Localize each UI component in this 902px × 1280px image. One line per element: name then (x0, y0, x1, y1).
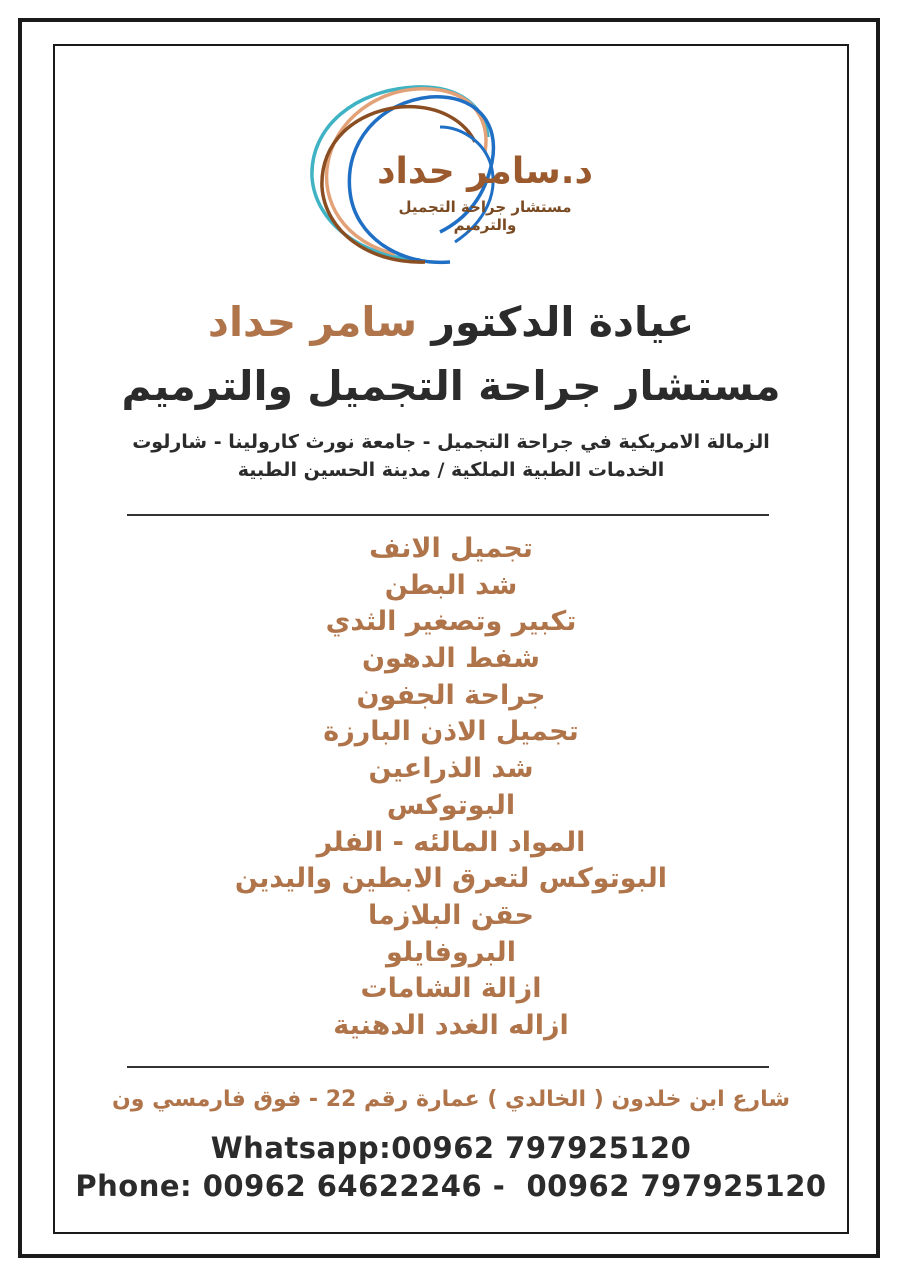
page-subtitle: مستشار جراحة التجميل والترميم (121, 362, 781, 410)
logo-name: د.سامر حداد (377, 151, 593, 192)
whatsapp-number[interactable]: Whatsapp:00962 797925120 (210, 1131, 692, 1165)
service-item: شد البطن (384, 569, 518, 601)
service-item: تجميل الانف (369, 533, 533, 564)
service-item: البوتوكس (386, 789, 516, 821)
divider-top (127, 514, 769, 516)
logo-subtitle: مستشار جراحة التجميل والترميم (398, 198, 572, 234)
credential-royal-medical: الخدمات الطبية الملكية / مدينة الحسين الطبية (237, 459, 665, 481)
divider-bottom (127, 1066, 769, 1068)
service-item: تكبير وتصغير الثدي (325, 606, 577, 638)
page-title (60, 296, 842, 348)
credential-fellowship: الزمالة الامريكية في جراحة التجميل - جامعة نورث كارولينا - شارلوت (132, 431, 770, 453)
service-item: شفط الدهون (362, 643, 540, 675)
phone-numbers[interactable]: Phone: 00962 64622246 - 00962 797925120 (75, 1169, 827, 1203)
clinic-logo (300, 82, 600, 267)
service-item: البروفايلو (386, 936, 516, 968)
service-item: حقن البلازما (368, 899, 534, 931)
service-item: البوتوكس لتعرق الابطين واليدين (234, 863, 668, 895)
service-item: ازالة الشامات (360, 973, 542, 1005)
service-item: تجميل الاذن البارزة (323, 716, 579, 748)
doctor-name: سامر حداد (207, 298, 418, 346)
service-item: ازاله الغدد الدهنية (333, 1009, 569, 1041)
service-item: جراحة الجفون (356, 679, 546, 711)
clinic-address: شارع ابن خلدون ( الخالدي ) عمارة رقم 22 - فوق فارمسي ون (112, 1087, 790, 1112)
service-item: شد الذراعين (368, 753, 534, 785)
services-list (60, 531, 842, 1045)
title-prefix: عيادة الدكتور (431, 298, 695, 346)
service-item: المواد المالئه - الفلر (316, 826, 586, 858)
